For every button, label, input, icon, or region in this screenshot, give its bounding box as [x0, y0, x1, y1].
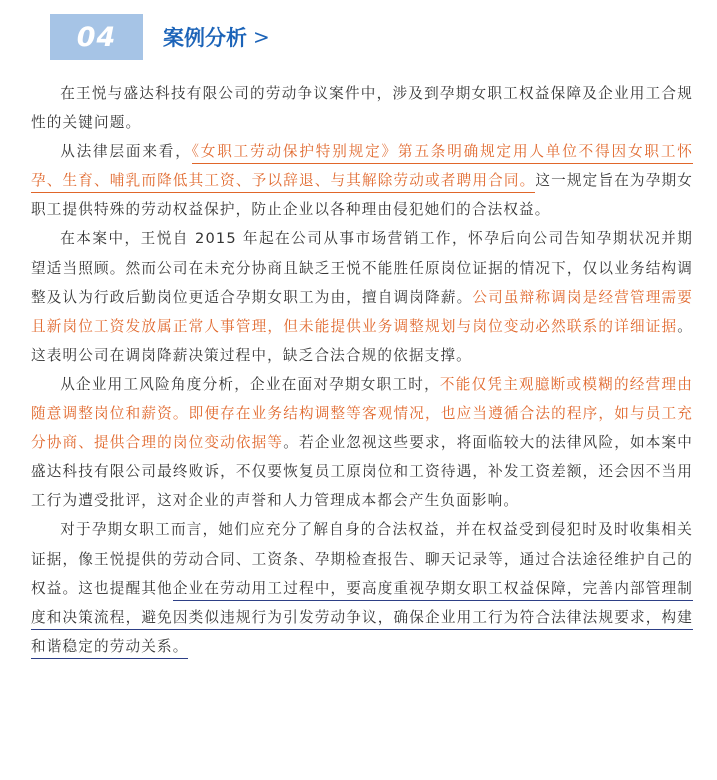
legal-tail-text: 这一规定旨在为孕期女职工提供特殊的劳动权益保护，防止企业以各种理由侵犯她们的合法权益。 — [31, 172, 693, 219]
section-number: 04 — [76, 21, 117, 53]
section-header — [50, 14, 270, 60]
article-body — [31, 79, 693, 661]
paragraph-legal — [31, 137, 693, 224]
paragraph-intro — [31, 79, 693, 137]
advice-lead-text: 对于孕期女职工而言，她们应充分了解自身的合法权益，并在权益受到侵犯时及时收集相关证据，像王悦提供的劳动合同、工资条、孕期检查报告、聊天记录等，通过合法途径维护自己的权益。这也提醒其他 — [31, 521, 693, 597]
paragraph-case-facts — [31, 224, 693, 369]
risk-highlight: 不能仅凭主观臆断或模糊的经营理由随意调整岗位和薪资。即便存在业务结构调整等客观情况，也应当遵循合法的程序，如与员工充分协商、提供合理的岗位变动依据等 — [31, 375, 693, 452]
legal-citation-highlight: 《女职工劳动保护特别规定》第五条明确规定用人单位不得因女职工怀孕、生育、哺乳而降低其工资、予以辞退、与其解除劳动或者聘用合同。 — [31, 143, 693, 193]
case-facts-text: 在本案中，王悦自 2015 年起在公司从事市场营销工作，怀孕后向公司告知孕期状况并期望适当照顾。然而公司在未充分协商且缺乏王悦不能胜任原岗位证据的情况下，仅以业务结构调整及认为行政后勤岗位更适合孕期女职工为由，擅自调岗降薪。 — [31, 230, 693, 306]
risk-tail-text: 。若企业忽视这些要求，将面临较大的法律风险，如本案中盛达科技有限公司最终败诉，不仅要恢复员工原岗位和工资待遇，补发工资差额，还会因不当用工行为遭受批评，这对企业的声誉和人力管理成本都会产生负面影响。 — [31, 434, 694, 510]
paragraph-advice — [31, 515, 693, 660]
section-title — [163, 22, 270, 52]
risk-lead-text: 从企业用工风险角度分析，企业在面对孕期女职工时， — [60, 375, 440, 393]
section-title-text: 案例分析 — [163, 26, 247, 50]
case-facts-tail: 。这表明公司在调岗降薪决策过程中，缺乏合法合规的依据支撑。 — [31, 317, 693, 364]
section-number-badge — [50, 14, 143, 60]
legal-lead-text: 从法律层面来看， — [60, 143, 192, 161]
paragraph-intro-text: 在王悦与盛达科技有限公司的劳动争议案件中，涉及到孕期女职工权益保障及企业用工合规性的关键问题。 — [31, 85, 693, 132]
chevron-right-icon: > — [253, 25, 270, 49]
paragraph-risk — [31, 370, 693, 515]
case-facts-highlight: 公司虽辩称调岗是经营管理需要且新岗位工资发放属正常人事管理，但未能提供业务调整规划与岗位变动必然联系的详细证据 — [31, 288, 693, 335]
advice-underlined: 企业在劳动用工过程中，要高度重视孕期女职工权益保障，完善内部管理制度和决策流程，避免因类似违规行为引发劳动争议，确保企业用工行为符合法律法规要求，构建和谐稳定的劳动关系。 — [31, 580, 693, 659]
